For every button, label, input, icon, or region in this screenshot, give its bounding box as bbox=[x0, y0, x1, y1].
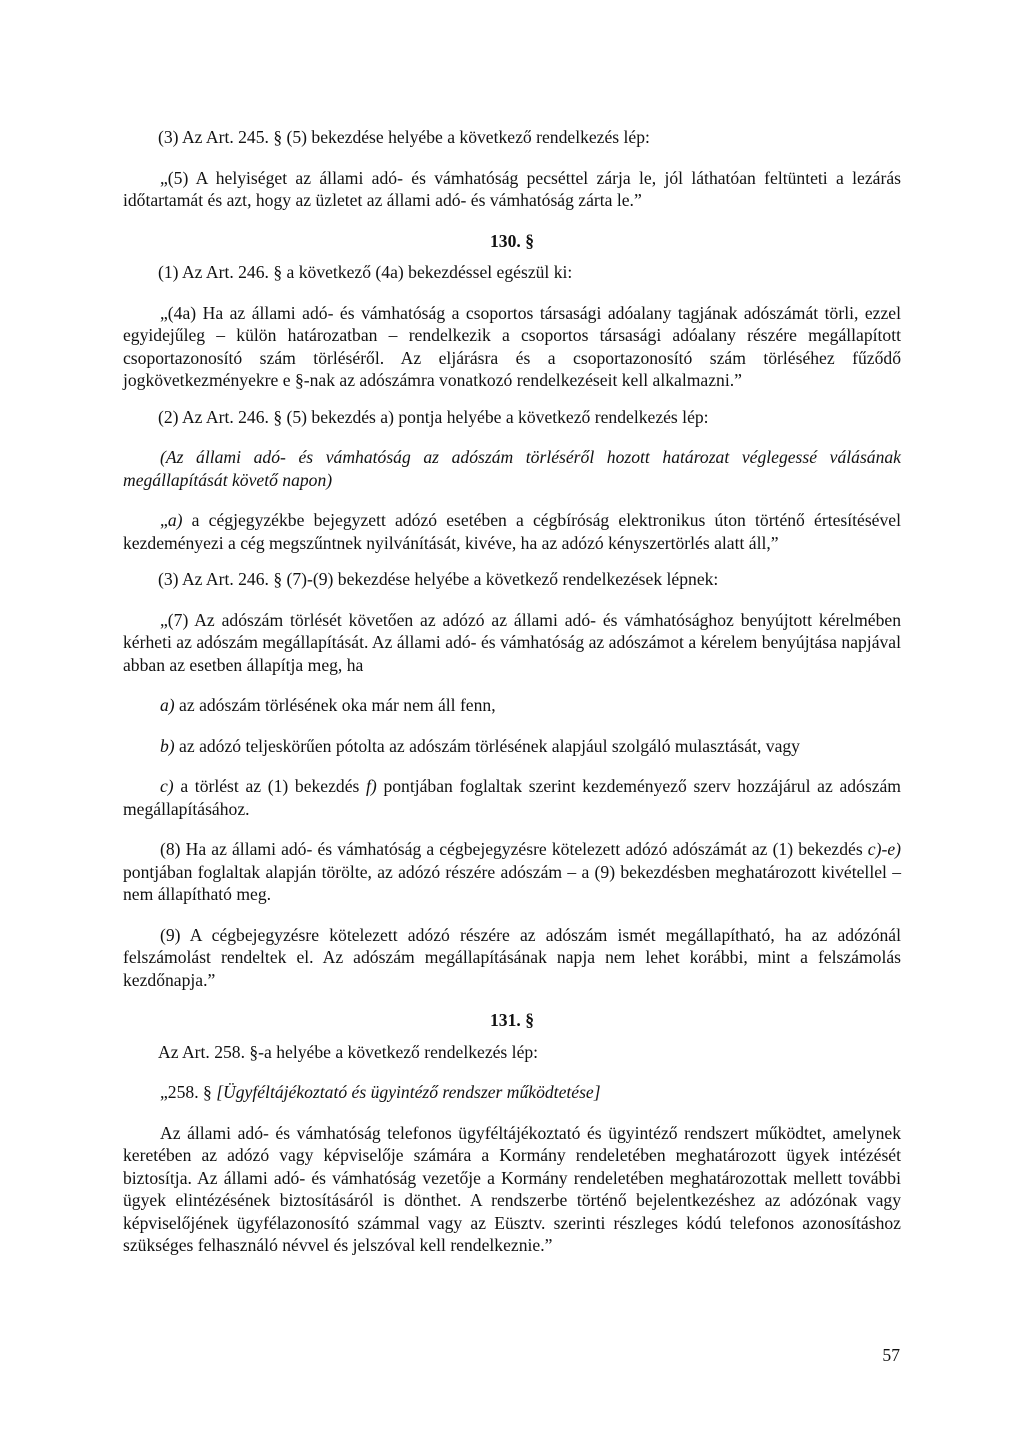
paragraph-art245-5: „(5) A helyiséget az állami adó- és vámhatóság pecséttel zárja le, jól láthatóan feltünteti a lezárás időtartamát és azt, hogy az üzletet az állami adó- és vámhatóság zárta le.” bbox=[123, 167, 901, 210]
list-item-b bbox=[123, 735, 901, 758]
quote-mark: „ bbox=[160, 510, 168, 530]
paragraph-text: (8) Ha az állami adó- és vámhatóság a cégbejegyzésre kötelezett adózó adószámát az (1) bekezdés bbox=[160, 839, 868, 859]
list-item-c bbox=[123, 775, 901, 820]
point-reference: f) bbox=[366, 776, 377, 796]
paragraph-art246-2: (2) Az Art. 246. § (5) bekezdés a) pontja helyébe a következő rendelkezés lép: bbox=[158, 406, 709, 427]
paragraph-art258-intro: Az Art. 258. §-a helyébe a következő rendelkezés lép: bbox=[158, 1041, 539, 1062]
paragraph-art246-8 bbox=[123, 838, 901, 906]
paragraph-art258-title bbox=[123, 1081, 901, 1104]
paragraph-art246-7: „(7) Az adószám törlését követően az adózó az állami adó- és vámhatósághoz benyújtott kérelmében kérheti az adószám megállapítását. Az állami adó- és vámhatóság az adószámot a kérelem benyújtása napjával abban az esetben állapítja meg, ha bbox=[123, 609, 901, 675]
paragraph-context-italic: (Az állami adó- és vámhatóság az adószám törléséről hozott határozat véglegessé válásának megállapítását követő napon) bbox=[123, 447, 901, 490]
section-heading-130: 130. § bbox=[490, 230, 534, 251]
paragraph-art245-intro: (3) Az Art. 245. § (5) bekezdése helyébe a következő rendelkezés lép: bbox=[158, 127, 650, 147]
paragraph-art246-9: (9) A cégbejegyzésre kötelezett adózó részére az adószám ismét megállapítható, ha az adózónál felszámolást rendeltek el. Az adószám megállapításának napja nem lehet korábbi, mint a felszámolás kezdőnapja.” bbox=[123, 924, 901, 990]
point-text: a törlést az (1) bekezdés bbox=[173, 776, 367, 796]
paragraph-art246-4a: „(4a) Ha az állami adó- és vámhatóság a csoportos társasági adóalany tagjának adószámát törli, ezzel egyidejűleg – külön határozatban – rendelkezik a csoportos társasági adóalany részére megállapított csoportazonosító szám törléséről. Az eljárásra és a csoportazonosító szám törléséhez fűződő jogkövetkezményekre e §-nak az adószámra vonatkozó rendelkezéseit kell alkalmazni.” bbox=[123, 302, 901, 390]
document-page bbox=[123, 126, 901, 1257]
point-text: pontjában foglaltak szerint kezdeményező szerv hozzájárul az adószám megállapításához. bbox=[123, 776, 901, 819]
point-text: az adószám törlésének oka már nem áll fenn, bbox=[174, 695, 496, 715]
paragraph-art246-1: (1) Az Art. 246. § a következő (4a) bekezdéssel egészül ki: bbox=[158, 262, 573, 282]
point-marker: b) bbox=[160, 735, 175, 756]
point-text: az adózó teljeskörűen pótolta az adószám törlésének alapjául szolgáló mulasztását, vagy bbox=[174, 735, 800, 756]
paragraph-text: „258. § bbox=[160, 1082, 217, 1102]
paragraph-text: pontjában foglaltak alapján törölte, az adózó részére adószám – a (9) bekezdésben meghatározott kivétellel – nem állapítható meg. bbox=[123, 861, 901, 904]
section-heading-131: 131. § bbox=[490, 1010, 534, 1030]
point-marker: a) bbox=[160, 695, 175, 715]
paragraph-art246-3: (3) Az Art. 246. § (7)-(9) bekezdése helyébe a következő rendelkezések lépnek: bbox=[158, 569, 719, 589]
point-marker: c) bbox=[160, 776, 174, 796]
section-title-italic: [Ügyféltájékoztató és ügyintéző rendszer működtetése] bbox=[216, 1082, 601, 1102]
list-item-a bbox=[123, 694, 901, 717]
paragraph-art258-body: Az állami adó- és vámhatóság telefonos ügyféltájékoztató és ügyintéző rendszert működtet, amelynek keretében az adózó vagy képviselője számára a Kormány rendeletében meghatározott ügyek intézését biztosítja. Az állami adó- és vámhatóság vezetője a Kormány rendeletében meghatározottak mellett további ügyek elintézésének biztosításáról is dönthet. A rendszerbe történő bejelentkezéshez az adózónak vagy képviselőjének ügyfélazonosító számmal vagy az Eüsztv. szerinti részleges kódú telefonos azonosításhoz szükséges felhasználó névvel és jelszóval kell rendelkeznie.” bbox=[123, 1122, 901, 1255]
point-reference: c)-e) bbox=[867, 839, 901, 859]
point-marker: a) bbox=[167, 510, 183, 530]
point-text: a cégjegyzékbe bejegyzett adózó esetében a cégbíróság elektronikus úton történő értesítésével kezdeményezi a cég megszűntnek nyilvánítását, kivéve, ha az adózó kényszertörlés alatt áll,” bbox=[123, 510, 901, 553]
paragraph-point-a-cegjegyzek bbox=[123, 509, 901, 554]
page-number: 57 bbox=[882, 1345, 900, 1365]
